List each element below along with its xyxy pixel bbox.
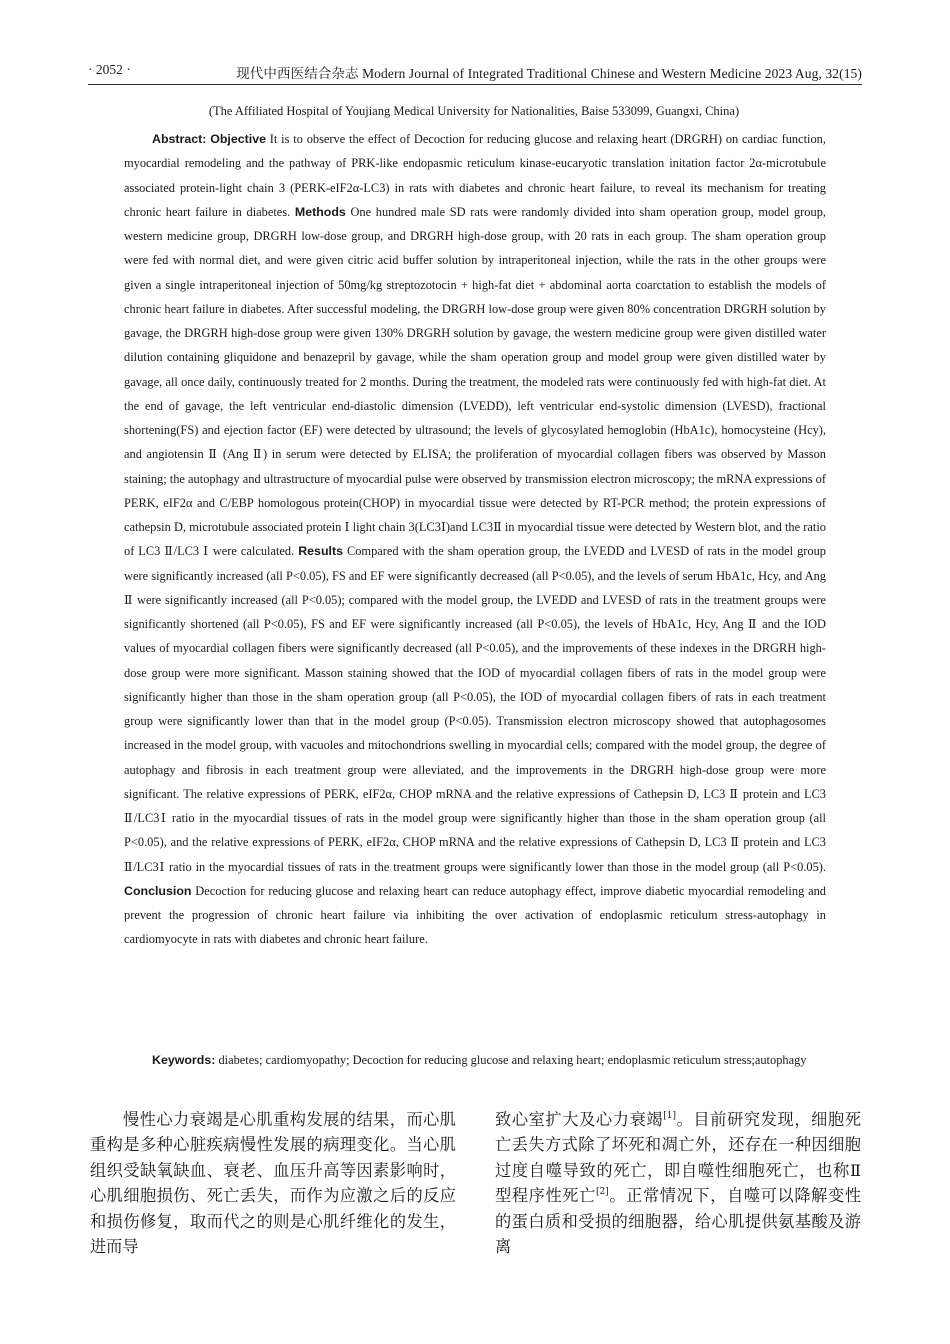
citation-ref-1[interactable]: [1] (663, 1111, 676, 1121)
citation-ref-2[interactable]: [2] (595, 1187, 609, 1198)
keywords (124, 1048, 826, 1072)
body-text-2: 。目前研究发现，细胞死亡丢失方式除了坏死和凋亡外，还存在一种因细胞过度自噬导致的死亡，即自噬性细胞死亡，也称Ⅱ型程序性死亡 (495, 1110, 862, 1206)
body-text-3: 。正常情况下，自噬可以降解变性的蛋白质和受损的细胞器，给心肌提供氨基酸及游离 (495, 1186, 862, 1257)
keywords-paragraph (124, 1048, 826, 1072)
objective-label: Objective (210, 132, 266, 146)
body-paragraph-continued (495, 1107, 861, 1259)
results-text: Compared with the sham operation group, the LVEDD and LVESD of rats in the model group were significantly increased (all P<0.05), FS and EF were significantly decreased (all P<0.05), and the levels of serum HbA1c, Hcy, and Ang Ⅱ were significantly increased (all P<0.05); compared with the model group, the LVEDD and LVESD of rats in the treatment groups were significantly shortened (all P<0.05), FS and EF were significantly increased (all P<0.05), the levels of HbA1c, Hcy, Ang Ⅱ and the IOD values of myocardial collagen fibers were significantly decreased (all P<0.05), and the improvements of these indexes in the DRGRH high-dose group were more significant. Masson staining showed that the IOD of myocardial collagen fibers of rats in the model group were significantly higher than those in the sham operation group (all P<0.05), the IOD of myocardial collagen fibers of rats in each treatment group were significantly lower than that in the model group (P<0.05). Transmission electron microscopy showed that autophagosomes increased in the model group, with vacuoles and mitochondrions swelling in myocardial cells; compared with the model group, the degree of autophagy and fibrosis in each treatment group were alleviated, and the improvements in the DRGRH high-dose group were more significant. The relative expressions of PERK, eIF2α, CHOP mRNA and the relative expressions of Cathepsin D, LC3 Ⅱ protein and LC3 Ⅱ/LC3Ⅰ ratio in the myocardial tissues of rats in the model group were significantly higher than those in the sham operation group (all P<0.05), and the relative expressions of PERK, eIF2α, CHOP mRNA and the relative expressions of Cathepsin D, LC3 Ⅱ protein and LC3 Ⅱ/LC3Ⅰ ratio in the myocardial tissues of rats in the treatment groups were significantly lower than those in the model group (all P<0.05). (124, 544, 826, 874)
keywords-text: diabetes; cardiomyopathy; Decoction for reducing glucose and relaxing heart; endoplasmic reticulum stress;autophagy (215, 1053, 807, 1067)
body-column-right (495, 1107, 861, 1259)
page-number: · 2052 · (88, 62, 131, 77)
abstract (124, 127, 826, 952)
body-column-left (90, 1107, 456, 1259)
body-text-1: 致心室扩大及心力衰竭 (495, 1110, 664, 1129)
affiliation: (The Affiliated Hospital of Youjiang Medical University for Nationalities, Baise 533099, Guangxi, China) (208, 104, 740, 118)
methods-label: Methods (294, 204, 346, 219)
conclusion-label: Conclusion (124, 883, 192, 898)
conclusion-text: Decoction for reducing glucose and relaxing heart can reduce autophagy effect, improve diabetic myocardial remodeling and prevent the progression of chronic heart failure via inhibiting the over activation of endoplasmic reticulum stress-autophagy in cardiomyocyte in rats with diabetes and chronic heart failure. (124, 883, 826, 947)
abstract-label: Abstract: (152, 132, 207, 146)
body-paragraph: 慢性心力衰竭是心肌重构发展的结果，而心肌重构是多种心脏疾病慢性发展的病理变化。当心肌组织受缺氧缺血、衰老、血压升高等因素影响时，心肌细胞损伤、死亡丢失，而作为应激之后的反应和损伤修复，取而代之的则是心肌纤维化的发生，进而导 (90, 1110, 456, 1257)
journal-title: 现代中西医结合杂志 Modern Journal of Integrated Traditional Chinese and Western Medicine 2023 Aug, 32(15) (236, 66, 862, 81)
abstract-paragraph (124, 127, 826, 952)
keywords-label: Keywords: (152, 1053, 216, 1067)
results-label: Results (298, 544, 343, 559)
running-header (88, 62, 862, 85)
objective-text: It is to observe the effect of Decoction for reducing glucose and relaxing heart (DRGRH) on cardiac function, myocardial remodeling and the pathway of PRK-like endopasmic reticulum kinase-eucaryotic translation initation factor 2α-microtubule associated protein-light chain 3 (PERK-eIF2α-LC3) in rats with diabetes and chronic heart failure, to reveal its mechanism for treating chronic heart failure in diabetes. (124, 132, 826, 219)
methods-text: One hundred male SD rats were randomly divided into sham operation group, model group, western medicine group, DRGRH low-dose group, and DRGRH high-dose group, with 20 rats in each group. The sham operation group were fed with normal diet, and were given citric acid buffer solution by intraperitoneal injection, while the rats in the other groups were given a single intraperitoneal injection of 50mg/kg streptozotocin + high-fat diet + abdominal aorta coarctation to establish the models of chronic heart failure in diabetes. After successful modeling, the DRGRH low-dose group were given 80% concentration DRGRH solution by gavage, the DRGRH high-dose group were given 130% DRGRH solution by gavage, the western medicine group were given distilled water dilution containing gliquidone and benazepril by gavage, while the sham operation group and model group were given distilled water by gavage, all once daily, continuously treated for 2 months. During the treatment, the modeled rats were continuously fed with high-fat diet. At the end of gavage, the left ventricular end-diastolic dimension (LVEDD), left ventricular end-systolic dimension (LVESD), fractional shortening(FS) and ejection factor (EF) were detected by ultrasound; the levels of glycosylated hemoglobin (HbA1c), homocysteine (Hcy), and angiotensin Ⅱ (Ang Ⅱ) in serum were detected by ELISA; the proliferation of myocardial collagen fibers was observed by Masson staining; the autophagy and ultrastructure of myocardial pulse were observed by transmission electron microscopy; the mRNA expressions of PERK, eIF2α and C/EBP homologous protein(CHOP) in myocardial tissue were detected by RT-PCR method; the protein expressions of cathepsin D, microtubule associated protein Ⅰ light chain 3(LC3Ⅰ)and LC3Ⅱ in myocardial tissue were detected by Western blot, and the ratio of LC3 Ⅱ/LC3 Ⅰ were calculated. (124, 204, 826, 559)
